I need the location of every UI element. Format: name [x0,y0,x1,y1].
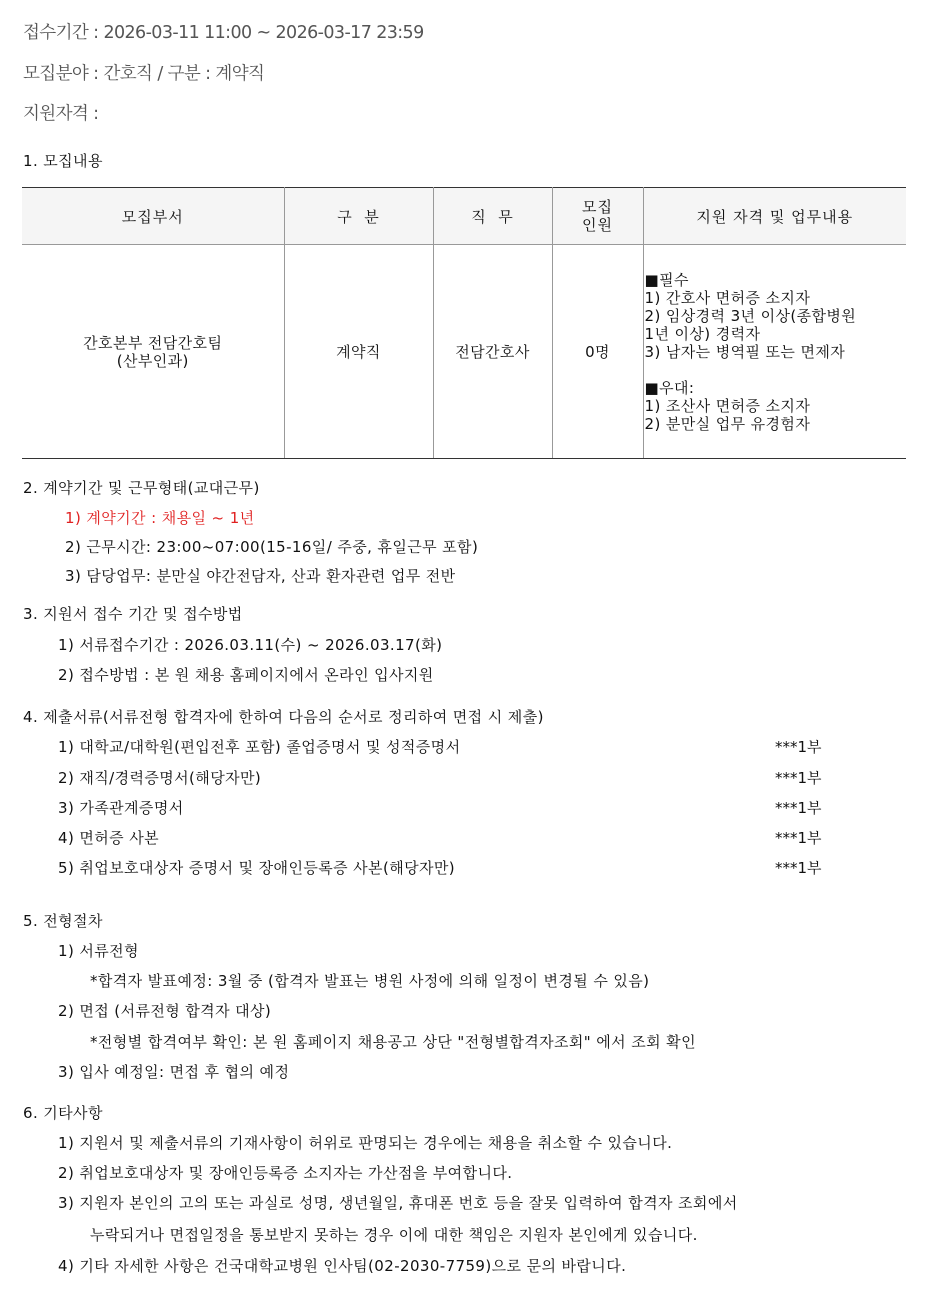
application-period: 접수기간 : 2026-03-11 11:00 ~ 2026-03-17 23:59 [23,23,424,43]
cell-qualifications: ■필수 1) 간호사 면허증 소지자 2) 임상경력 3년 이상(종합병원 1년 이상) 경력자 3) 남자는 병역필 또는 면제자 ■우대: 1) 조산사 면허증 소지자 2) 분만실 업무 유경험자 [643,245,906,459]
table-row [22,245,906,459]
header-department: 모집부서 [22,188,284,245]
list-item: 5) 취업보호대상자 증명서 및 장애인등록증 사본(해당자만) [58,859,456,877]
recruit-field: 모집분야 : 간호직 / 구분 : 계약직 [23,64,265,84]
cell-job: 전담간호사 [433,245,552,459]
cell-count: 0명 [552,245,643,459]
recruit-table [22,187,906,459]
header-job: 직 무 [433,188,552,245]
section-6-title: 6. 기타사항 [23,1104,103,1122]
list-item: 1) 서류전형 [58,942,139,960]
copies-count: ***1부 [775,859,822,877]
cell-type: 계약직 [284,245,433,459]
copies-count: ***1부 [775,799,822,817]
document-period: 1) 서류접수기간 : 2026.03.11(수) ~ 2026.03.17(화) [58,636,443,654]
list-item: 4) 기타 자세한 사항은 건국대학교병원 인사팀(02-2030-7759)으로 문의 바랍니다. [58,1257,627,1275]
section-2-title: 2. 계약기간 및 근무형태(교대근무) [23,479,260,497]
copies-count: ***1부 [775,769,822,787]
cell-department [22,245,284,459]
copies-count: ***1부 [775,738,822,756]
list-item: 3) 지원자 본인의 고의 또는 과실로 성명, 생년월일, 휴대폰 번호 등을 잘못 입력하여 합격자 조회에서 [58,1194,738,1212]
qualification-label: 지원자격 : [23,104,99,124]
department-sub: (산부인과) [116,351,189,370]
duties: 3) 담당업무: 분만실 야간전담자, 산과 환자관련 업무 전반 [65,567,456,585]
copies-count: ***1부 [775,829,822,847]
header-count [552,188,643,245]
contract-period: 1) 계약기간 : 채용일 ~ 1년 [65,509,255,527]
list-item: 2) 면접 (서류전형 합격자 대상) [58,1002,272,1020]
table-header-row [22,188,906,245]
header-type: 구 분 [284,188,433,245]
list-item: 4) 면허증 사본 [58,829,159,847]
list-item: 1) 대학교/대학원(편입전후 포함) 졸업증명서 및 성적증명서 [58,738,461,756]
header-qualifications: 지원 자격 및 업무내용 [643,188,906,245]
list-item-continued: 누락되거나 면접일정을 통보받지 못하는 경우 이에 대한 책임은 지원자 본인에게 있습니다. [90,1226,698,1244]
department-name: 간호본부 전담간호팀 [83,333,223,352]
list-item: 1) 지원서 및 제출서류의 기재사항이 허위로 판명되는 경우에는 채용을 취소할 수 있습니다. [58,1134,673,1152]
list-item-note: *합격자 발표예정: 3월 중 (합격자 발표는 병원 사정에 의해 일정이 변경될 수 있음) [90,972,650,990]
list-item: 3) 입사 예정일: 면접 후 협의 예정 [58,1063,290,1081]
list-item: 2) 취업보호대상자 및 장애인등록증 소지자는 가산점을 부여합니다. [58,1164,513,1182]
section-4-title: 4. 제출서류(서류전형 합격자에 한하여 다음의 순서로 정리하여 면접 시 제출) [23,708,544,726]
header-count-label: 모집 인원 [582,198,613,234]
section-5-title: 5. 전형절차 [23,912,103,930]
list-item: 2) 재직/경력증명서(해당자만) [58,769,262,787]
application-method: 2) 접수방법 : 본 원 채용 홈페이지에서 온라인 입사지원 [58,666,434,684]
list-item: 3) 가족관계증명서 [58,799,184,817]
section-3-title: 3. 지원서 접수 기간 및 접수방법 [23,605,243,623]
work-hours: 2) 근무시간: 23:00~07:00(15-16일/ 주중, 휴일근무 포함) [65,538,479,556]
section-1-title: 1. 모집내용 [23,152,103,170]
list-item-note: *전형별 합격여부 확인: 본 원 홈페이지 채용공고 상단 "전형별합격자조회" 에서 조회 확인 [90,1033,696,1051]
